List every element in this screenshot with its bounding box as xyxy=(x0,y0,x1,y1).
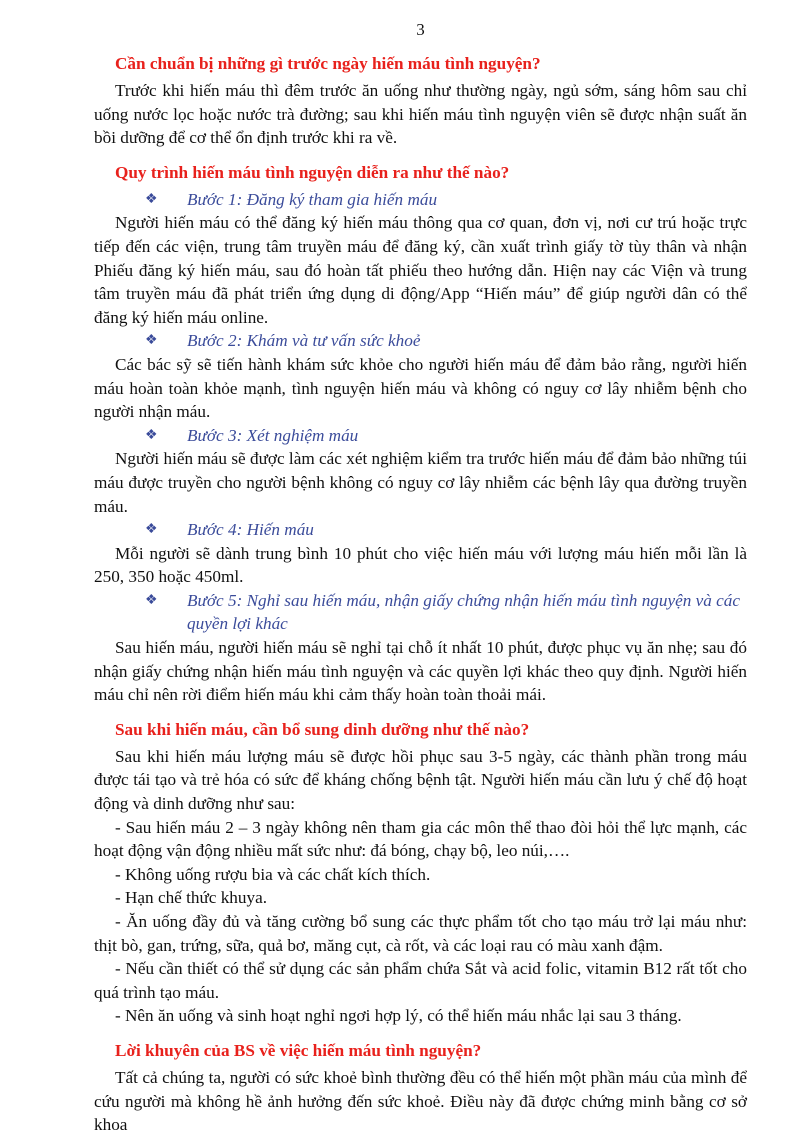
diamond-bullet-icon: ❖ xyxy=(145,427,158,443)
page-number: 3 xyxy=(416,20,425,39)
section-preparation xyxy=(94,50,747,150)
step-2-title: ❖ Bước 2: Khám và tư vấn sức khoẻ xyxy=(94,329,747,353)
diamond-bullet-icon: ❖ xyxy=(145,333,158,349)
list-item: - Không uống rượu bia và các chất kích thích. xyxy=(115,864,431,884)
section-process xyxy=(94,159,747,707)
list-item: - Sau hiến máu 2 – 3 ngày không nên tham gia các môn thể thao đòi hỏi thể lực mạnh, các hoạt động vận động nhiều mất sức như: đá bóng, chạy bộ, leo núi,…. xyxy=(94,817,747,861)
step-4-title: ❖ Bước 4: Hiến máu xyxy=(94,518,747,542)
section-heading-advice: Lời khuyên của BS về việc hiến máu tình nguyện? xyxy=(115,1040,482,1060)
section-advice xyxy=(94,1037,747,1137)
step-2-body: Các bác sỹ sẽ tiến hành khám sức khỏe cho người hiến máu để đảm bảo rằng, người hiến máu hoàn toàn khỏe mạnh, tình nguyện hiến máu và không có nguy cơ lây nhiễm bệnh cho người nhận máu. xyxy=(94,354,747,422)
paragraph-nutrition-intro: Sau khi hiến máu lượng máu sẽ được hồi phục sau 3-5 ngày, các thành phần trong máu được tái tạo và trẻ hóa có sức để kháng chống bệnh tật. Người hiến máu cần lưu ý chế độ hoạt động và dinh dưỡng như sau: xyxy=(94,746,747,814)
diamond-bullet-icon: ❖ xyxy=(145,522,158,538)
list-item: - Hạn chế thức khuya. xyxy=(115,888,268,908)
paragraph-advice: Tất cả chúng ta, người có sức khoẻ bình thường đều có thể hiến một phần máu của mình để cứu người mà không hề ảnh hưởng đến sức khoẻ. Điều này đã được chứng minh bằng cơ sở khoa xyxy=(94,1067,747,1135)
step-1-title: ❖ Bước 1: Đăng ký tham gia hiến máu xyxy=(94,188,747,212)
section-nutrition xyxy=(94,716,747,1028)
step-5-title: ❖ Bước 5: Nghỉ sau hiến máu, nhận giấy chứng nhận hiến máu tình nguyện và các quyền lợi khác xyxy=(145,590,740,634)
list-item: - Ăn uống đầy đủ và tăng cường bổ sung các thực phẩm tốt cho tạo máu trở lại máu như: thịt bò, gan, trứng, sữa, quả bơ, măng cụt, cà rốt, và các loại rau có màu xanh đậm. xyxy=(94,912,747,955)
step-4-body: Mỗi người sẽ dành trung bình 10 phút cho việc hiến máu với lượng máu hiến mỗi lần là 250, 350 hoặc 450ml. xyxy=(94,543,747,587)
diamond-bullet-icon: ❖ xyxy=(145,191,158,207)
list-item: - Nếu cần thiết có thể sử dụng các sản phẩm chứa Sắt và acid folic, vitamin B12 rất tốt cho quá trình tạo máu. xyxy=(94,959,747,1002)
step-5-body: Sau hiến máu, người hiến máu sẽ nghỉ tại chỗ ít nhất 10 phút, được phục vụ ăn nhẹ; sau đó nhận giấy chứng nhận hiến máu tình nguyện và các quyền lợi khác theo quy định. Người hiến máu chỉ nên rời điểm hiến máu khi cảm thấy hoàn toàn thoải mái. xyxy=(94,638,747,705)
paragraph-preparation: Trước khi hiến máu thì đêm trước ăn uống như thường ngày, ngủ sớm, sáng hôm sau chỉ uống nước lọc hoặc nước trà đường; sau khi hiến máu tình nguyện viên sẽ được nhận suất ăn bồi dưỡng để cơ thể ổn định trước khi ra về. xyxy=(94,81,747,148)
section-heading-process: Quy trình hiến máu tình nguyện diễn ra như thế nào? xyxy=(115,162,510,182)
step-3-body: Người hiến máu sẽ được làm các xét nghiệm kiểm tra trước hiến máu để đảm bảo những túi máu được truyền cho người bệnh không có nguy cơ lây nhiễm các bệnh lây qua đường truyền máu. xyxy=(94,449,747,516)
section-heading-nutrition: Sau khi hiến máu, cần bổ sung dinh dưỡng như thế nào? xyxy=(115,719,530,739)
section-heading-preparation: Cần chuẩn bị những gì trước ngày hiến máu tình nguyện? xyxy=(115,54,541,73)
diamond-bullet-icon: ❖ xyxy=(145,592,158,608)
step-1-body: Người hiến máu có thể đăng ký hiến máu thông qua cơ quan, đơn vị, nơi cư trú hoặc trực tiếp đến các viện, trung tâm truyền máu để đăng ký, cần xuất trình giấy tờ tùy thân và nhận Phiếu đăng ký hiến máu, sau đó hoàn tất phiếu theo hướng dẫn. Hiện nay các Viện và trung tâm truyền máu đã phát triển ứng dụng di động/App “Hiến máu” để giúp người dân có thể đăng ký hiến máu online. xyxy=(94,213,747,327)
list-item: - Nên ăn uống và sinh hoạt nghỉ ngơi hợp lý, có thể hiến máu nhắc lại sau 3 tháng. xyxy=(115,1006,682,1026)
step-3-title: ❖ Bước 3: Xét nghiệm máu xyxy=(94,424,747,448)
